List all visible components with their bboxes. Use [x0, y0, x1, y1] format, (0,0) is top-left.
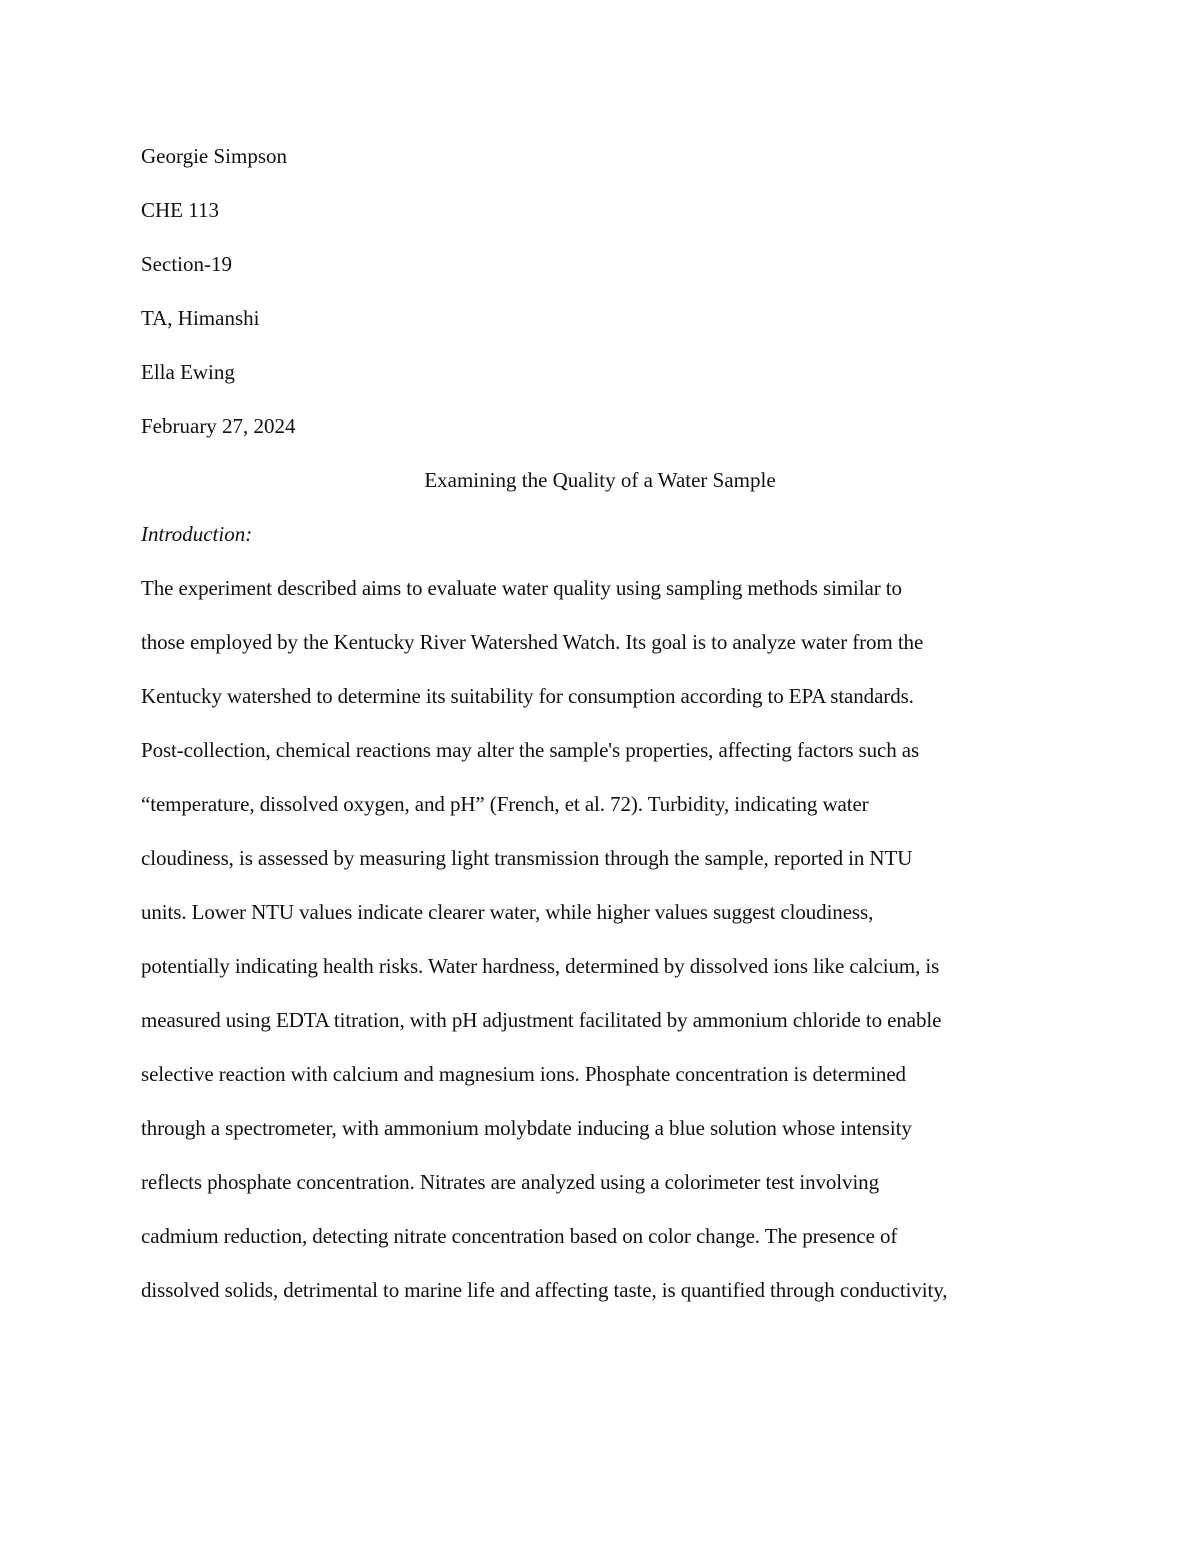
section-number: Section-19: [141, 252, 232, 276]
paragraph-line: Kentucky watershed to determine its suitability for consumption according to EPA standards.: [141, 684, 914, 708]
paragraph-line: The experiment described aims to evaluate water quality using sampling methods similar to: [141, 576, 902, 600]
author-name: Georgie Simpson: [141, 144, 288, 168]
section-heading: Introduction:: [141, 522, 253, 546]
paragraph-line: units. Lower NTU values indicate clearer water, while higher values suggest cloudiness,: [141, 900, 874, 924]
paragraph-line: through a spectrometer, with ammonium molybdate inducing a blue solution whose intensity: [141, 1116, 912, 1140]
paragraph-line: “temperature, dissolved oxygen, and pH” (French, et al. 72). Turbidity, indicating water: [141, 792, 869, 816]
document-date: February 27, 2024: [141, 414, 296, 438]
document-title: Examining the Quality of a Water Sample: [424, 468, 776, 492]
lab-partner: Ella Ewing: [141, 360, 235, 384]
paragraph-line: cloudiness, is assessed by measuring light transmission through the sample, reported in NTU: [141, 846, 913, 870]
paragraph-line: cadmium reduction, detecting nitrate concentration based on color change. The presence of: [141, 1224, 898, 1248]
teaching-assistant: TA, Himanshi: [141, 306, 260, 330]
paragraph-line: Post-collection, chemical reactions may alter the sample's properties, affecting factors such as: [141, 738, 920, 762]
paragraph-line: potentially indicating health risks. Water hardness, determined by dissolved ions like calcium, is: [141, 954, 940, 978]
paragraph-line: reflects phosphate concentration. Nitrates are analyzed using a colorimeter test involving: [141, 1170, 879, 1194]
paragraph-line: dissolved solids, detrimental to marine life and affecting taste, is quantified through conductivity,: [141, 1278, 948, 1302]
paragraph-line: selective reaction with calcium and magnesium ions. Phosphate concentration is determined: [141, 1062, 906, 1086]
paragraph-line: measured using EDTA titration, with pH adjustment facilitated by ammonium chloride to enable: [141, 1008, 942, 1032]
introduction-paragraph: [141, 561, 1061, 1317]
course-code: CHE 113: [141, 198, 219, 222]
paragraph-line: those employed by the Kentucky River Watershed Watch. Its goal is to analyze water from the: [141, 630, 924, 654]
document-content: [141, 129, 1061, 1317]
